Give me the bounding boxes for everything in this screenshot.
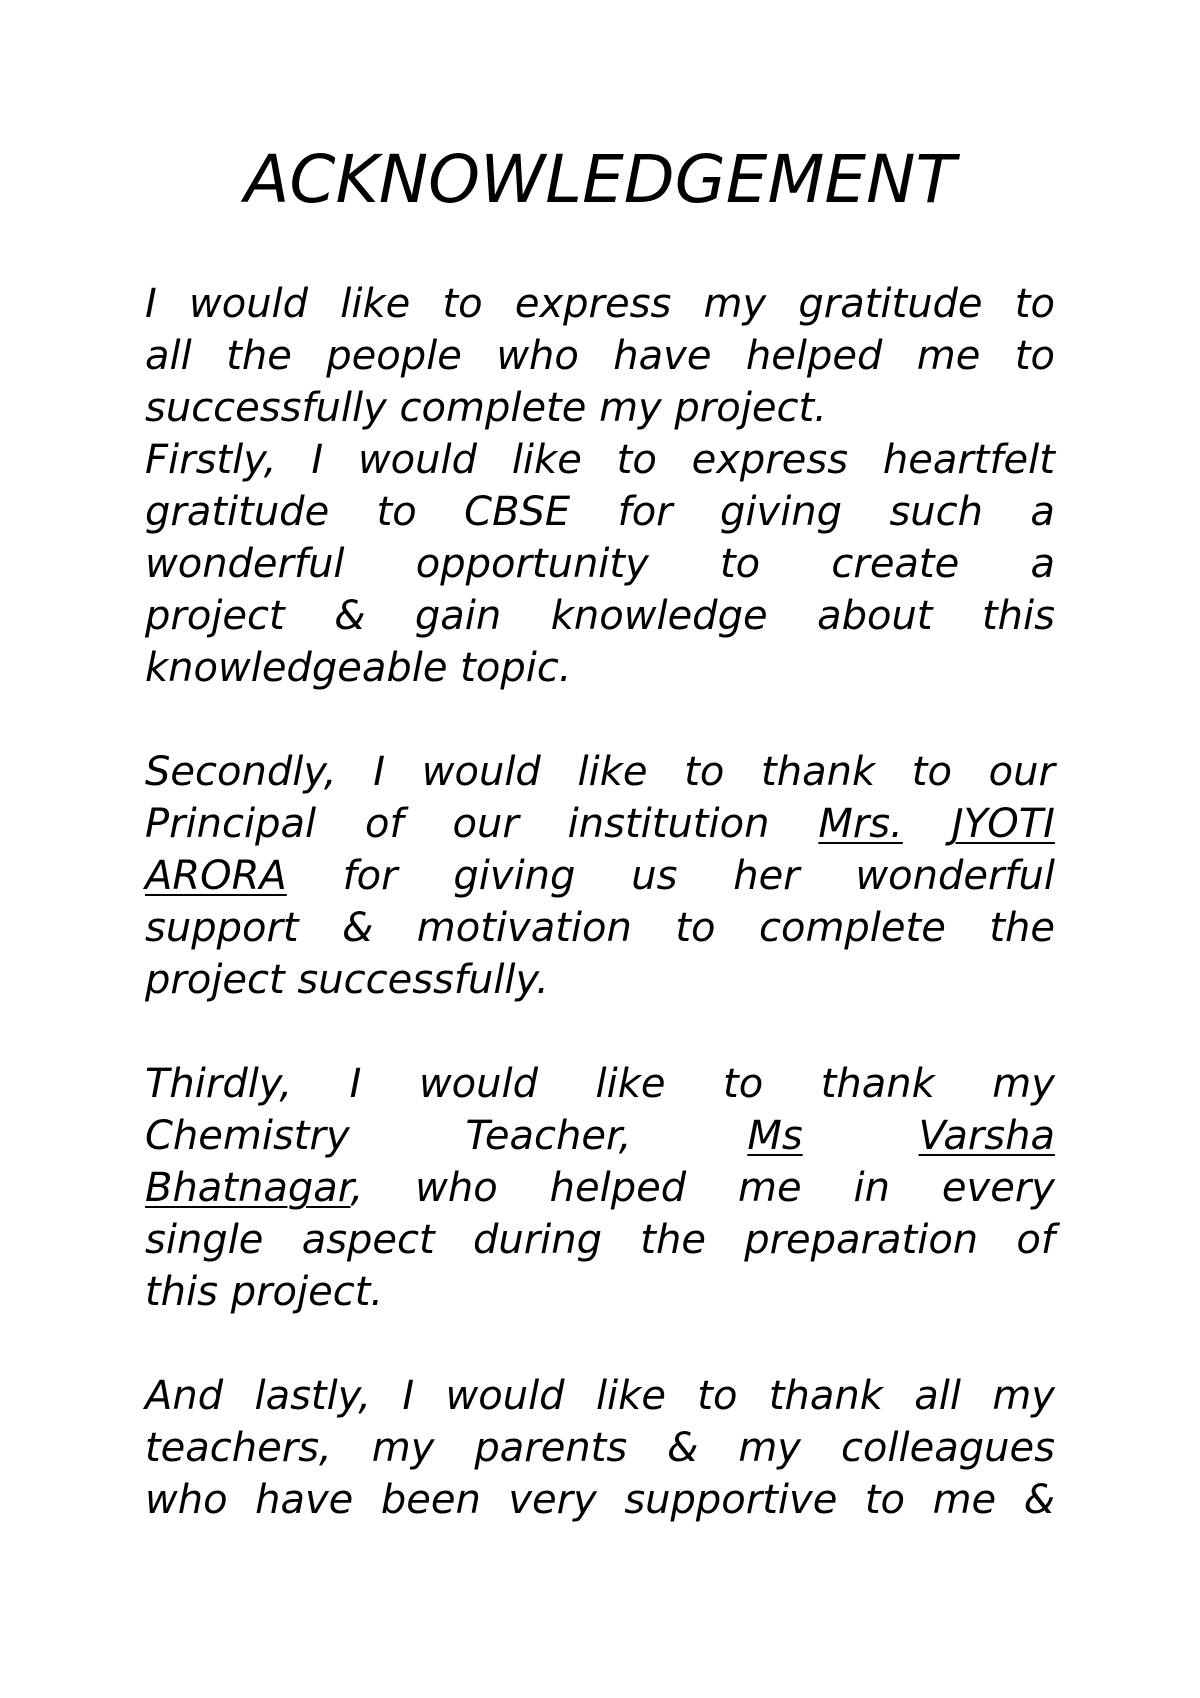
principal-name: JYOTI (951, 801, 1055, 847)
word-part: us (631, 853, 678, 899)
word: & (334, 593, 366, 639)
paragraph-1 (145, 278, 1055, 434)
word: the (989, 905, 1055, 951)
word-part: giving (453, 853, 576, 899)
word: And (145, 1373, 224, 1419)
word (747, 1110, 802, 1162)
paragraph-spacer (145, 1318, 1055, 1370)
word-part: for (342, 853, 398, 899)
word (952, 798, 1055, 850)
word: my (992, 1061, 1055, 1107)
word: knowledge (550, 593, 768, 639)
word: to (723, 1061, 764, 1107)
word (733, 850, 799, 902)
word: would (445, 1373, 565, 1419)
word: teachers, (145, 1425, 332, 1471)
word (365, 798, 404, 850)
teacher-name: Varsha (918, 1113, 1055, 1159)
text-line (145, 746, 1055, 798)
word: & (342, 905, 374, 951)
word: very (508, 1477, 597, 1523)
text-line (145, 1370, 1055, 1422)
word: to (911, 749, 952, 795)
word: like (340, 281, 411, 327)
word (919, 1110, 1055, 1162)
word (855, 850, 1055, 902)
paragraph-4 (145, 1058, 1055, 1318)
word: create (831, 541, 960, 587)
word (453, 850, 575, 902)
word: all (914, 1373, 961, 1419)
word: support (145, 905, 299, 951)
word: to (697, 1373, 738, 1419)
word-part: her (733, 853, 800, 899)
word: would (357, 437, 477, 483)
text-line: project successfully. (145, 957, 549, 1003)
word (465, 1110, 631, 1162)
word-part: every (941, 1165, 1055, 1211)
word: I (402, 1373, 415, 1419)
word-part: our (452, 801, 519, 847)
word: I (349, 1061, 362, 1107)
word: giving (720, 489, 843, 535)
word: to (376, 489, 417, 535)
word: who (145, 1477, 228, 1523)
text-line (145, 902, 1055, 954)
principal-name: Mrs. (818, 801, 903, 847)
text-line (145, 1058, 1055, 1110)
word: aspect (301, 1217, 435, 1263)
teacher-name-continued: Bhatnagar (145, 1165, 351, 1211)
word: for (617, 489, 673, 535)
word-part: Teacher, (465, 1113, 632, 1159)
word: would (189, 281, 309, 327)
word: my (738, 1425, 801, 1471)
word: our (988, 749, 1055, 795)
word: gain (414, 593, 502, 639)
word: opportunity (415, 541, 649, 587)
word: to (1014, 281, 1055, 327)
word: to (675, 905, 716, 951)
text-line: knowledgeable topic. (145, 645, 572, 691)
word-part: Chemistry (145, 1113, 350, 1159)
paragraph-spacer (145, 694, 1055, 746)
word: like (577, 749, 648, 795)
text-line: this project. (145, 1269, 384, 1315)
word: complete (758, 905, 946, 951)
word: me (916, 333, 981, 379)
word: me (932, 1477, 997, 1523)
word: have (613, 333, 712, 379)
word: to (616, 437, 657, 483)
word-part: me (738, 1165, 802, 1211)
word: the (640, 1217, 706, 1263)
word (343, 850, 398, 902)
word: this (981, 593, 1055, 639)
word-part: helped (549, 1165, 687, 1211)
teacher-name: Ms (747, 1113, 803, 1159)
word (631, 850, 677, 902)
text-line (145, 278, 1055, 330)
paragraph-3 (145, 746, 1055, 1006)
word: single (145, 1217, 264, 1263)
word-part: Principal (145, 801, 317, 847)
text-line (145, 1162, 1055, 1214)
word: express (691, 437, 849, 483)
word: such (889, 489, 983, 535)
document-body (145, 278, 1055, 1526)
word (738, 1162, 802, 1214)
word-part: who (415, 1165, 498, 1211)
word: express (514, 281, 672, 327)
text-line (145, 798, 1055, 850)
word (942, 1162, 1055, 1214)
word: colleagues (840, 1425, 1055, 1471)
word-part: institution (567, 801, 770, 847)
word: during (472, 1217, 603, 1263)
word: been (380, 1477, 481, 1523)
text-line (145, 538, 1055, 590)
word: the (226, 333, 292, 379)
word (145, 1110, 350, 1162)
word: like (595, 1061, 666, 1107)
paragraph-spacer (145, 1006, 1055, 1058)
page-title: ACKNOWLEDGEMENT (244, 141, 956, 218)
text-line (145, 1110, 1055, 1162)
word: like (511, 437, 582, 483)
text-line (145, 434, 1055, 486)
word: thank (761, 749, 876, 795)
word: I (145, 281, 157, 327)
word (854, 1162, 890, 1214)
word: preparation (744, 1217, 979, 1263)
text-line (145, 1422, 1055, 1474)
word: to (684, 749, 725, 795)
word: project (145, 593, 285, 639)
word: people (326, 333, 462, 379)
word: a (1030, 489, 1055, 535)
word: have (255, 1477, 354, 1523)
word: & (667, 1425, 699, 1471)
word-part: in (853, 1165, 890, 1211)
word (145, 798, 316, 850)
text-line (145, 486, 1055, 538)
word: helped (745, 333, 883, 379)
word: gratitude (798, 281, 983, 327)
word (145, 850, 287, 902)
word: thank (768, 1373, 883, 1419)
word: of (1016, 1217, 1055, 1263)
word: Firstly, (145, 437, 277, 483)
word-part: of (365, 801, 404, 847)
principal-name-continued: ARORA (145, 853, 287, 899)
word-part: , (350, 1165, 364, 1211)
word: to (864, 1477, 906, 1523)
word (568, 798, 770, 850)
word: CBSE (464, 489, 571, 535)
word: about (817, 593, 933, 639)
text-line (145, 850, 1055, 902)
word: Secondly, (145, 749, 337, 795)
word (818, 798, 903, 850)
word: I (373, 749, 386, 795)
word: would (421, 749, 541, 795)
word: who (496, 333, 579, 379)
text-line (145, 330, 1055, 382)
word: to (720, 541, 761, 587)
word: my (371, 1425, 435, 1471)
paragraph-5 (145, 1370, 1055, 1526)
word: parents (474, 1425, 628, 1471)
word: thank (820, 1061, 935, 1107)
word (415, 1162, 498, 1214)
word-part: wonderful (855, 853, 1055, 899)
word: heartfelt (882, 437, 1055, 483)
text-line (145, 1214, 1055, 1266)
word: wonderful (145, 541, 345, 587)
word: gratitude (145, 489, 330, 535)
word: supportive (624, 1477, 838, 1523)
word: Thirdly, (145, 1061, 293, 1107)
word: motivation (416, 905, 632, 951)
word: a (1030, 541, 1055, 587)
paragraph-2 (145, 434, 1055, 694)
text-line (145, 1474, 1055, 1526)
word: all (145, 333, 192, 379)
word (550, 1162, 686, 1214)
word: like (595, 1373, 666, 1419)
word: & (1023, 1477, 1055, 1523)
word: I (311, 437, 324, 483)
text-line (145, 590, 1055, 642)
word (453, 798, 519, 850)
word: my (992, 1373, 1055, 1419)
text-line: successfully complete my project. (145, 385, 827, 431)
word: lastly, (254, 1373, 372, 1419)
word: my (703, 281, 767, 327)
word: would (418, 1061, 539, 1107)
word: to (442, 281, 483, 327)
word (145, 1162, 363, 1214)
word: to (1014, 333, 1055, 379)
